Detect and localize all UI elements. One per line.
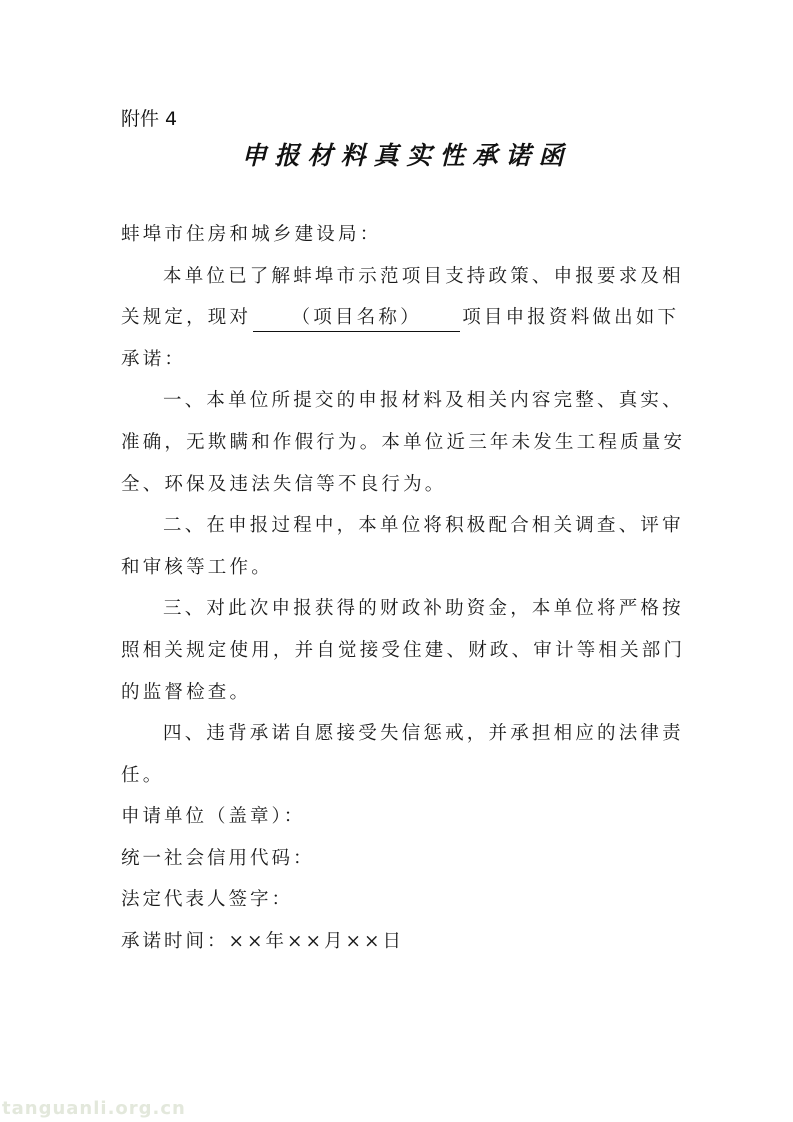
- applicant-unit-label: 申请单位（盖章）：: [121, 806, 306, 827]
- commitment-date: 承诺时间：××年××月××日: [121, 930, 405, 952]
- intro-line-2: [121, 297, 680, 339]
- commitment-1-line-2: 准确，无欺瞒和作假行为。本单位近三年未发生工程质量安: [121, 431, 686, 453]
- intro-line-2-after: 项目申报资料做出如下: [462, 307, 680, 329]
- intro-line-2-before: 关规定，现对: [121, 307, 252, 329]
- commitment-4-line-2: 任。: [121, 764, 165, 786]
- legal-rep-label: 法定代表人签字：: [121, 889, 294, 911]
- intro-line-1: 本单位已了解蚌埠市示范项目支持政策、申报要求及相: [163, 265, 684, 287]
- credit-code-label: 统一社会信用代码：: [121, 847, 315, 869]
- letter-body: [121, 214, 686, 796]
- commitment-1-line-1: 一、本单位所提交的申报材料及相关内容完整、真实、: [163, 390, 684, 412]
- commitment-3-line-2: 照相关规定使用，并自觉接受住建、财政、审计等相关部门: [121, 639, 686, 661]
- commitment-2-line-2: 和审核等工作。: [121, 556, 273, 578]
- commitment-4-line-1: 四、违背承诺自愿接受失信惩戒，并承担相应的法律责: [163, 723, 684, 745]
- attachment-label: 附件 4: [121, 108, 178, 130]
- project-name-blank: （项目名称）: [253, 305, 460, 332]
- commitment-3-line-1: 三、对此次申报获得的财政补助资金，本单位将严格按: [163, 598, 684, 620]
- commitment-3-line-3: 的监督检查。: [121, 681, 252, 703]
- commitment-2-line-1: 二、在申报过程中，本单位将积极配合相关调查、评审: [163, 515, 684, 537]
- commitment-1-line-3: 全、环保及违法失信等不良行为。: [121, 473, 447, 495]
- watermark: tanguanli.org.cn: [2, 1098, 186, 1119]
- addressee: 蚌埠市住房和城乡建设局：: [121, 224, 382, 245]
- document-title: 申报材料真实性承诺函: [241, 141, 572, 170]
- intro-line-3: 承诺：: [121, 348, 187, 370]
- signature-block: [121, 796, 404, 962]
